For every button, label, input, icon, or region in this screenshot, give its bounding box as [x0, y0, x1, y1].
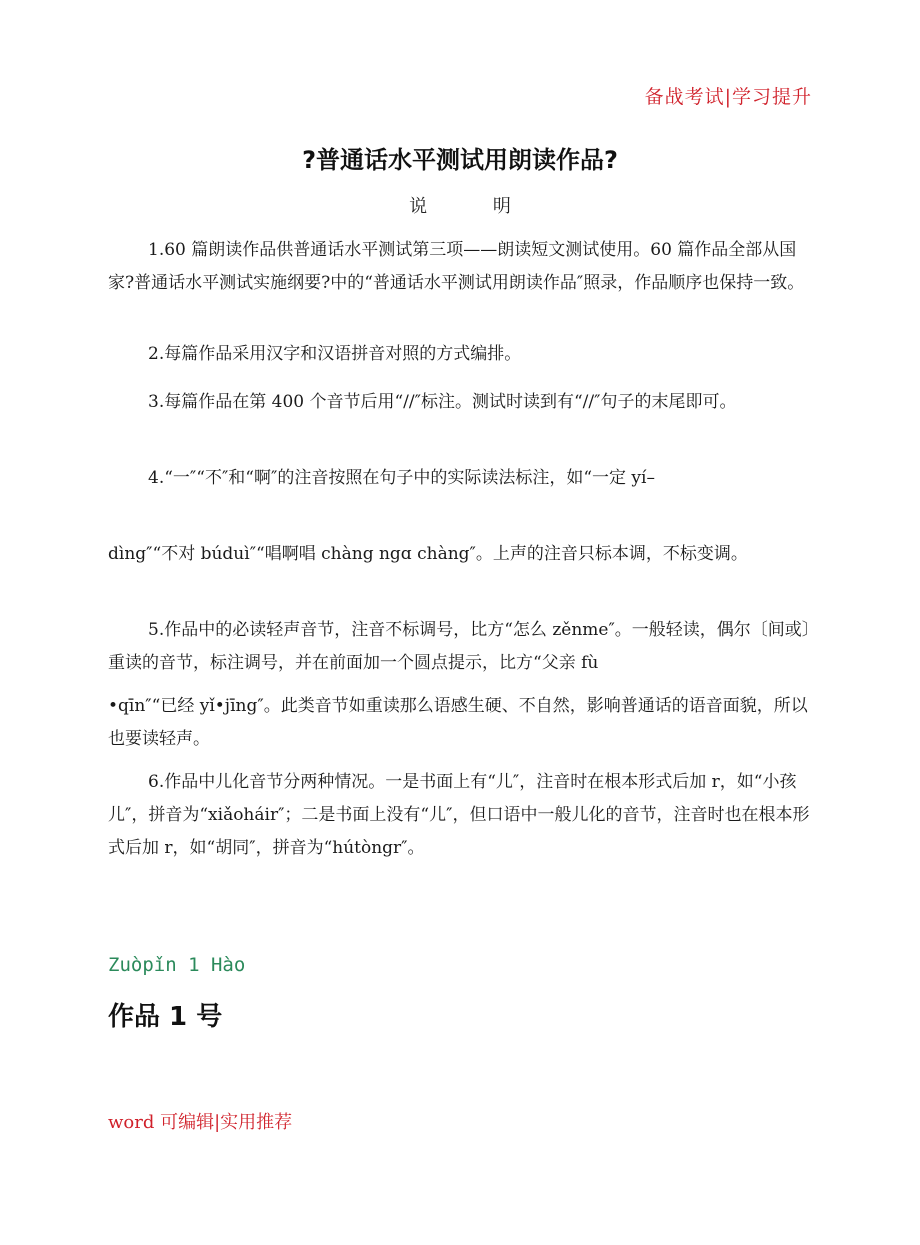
paragraph-1: 1.60 篇朗读作品供普通话水平测试第三项——朗读短文测试使用。60 篇作品全部从国家?普通话水平测试实施纲要?中的“普通话水平测试用朗读作品″照录，作品顺序也保持一致。	[108, 240, 805, 293]
page-title: ?普通话水平测试用朗读作品?	[302, 146, 618, 174]
paragraph-5-continued: •qīn″“已经 yǐ•jīng″。此类音节如重读那么语感生硬、不自然，影响普通话的语音面貌，所以也要读轻声。	[108, 696, 808, 749]
paragraph-2: 2.每篇作品采用汉字和汉语拼音对照的方式编排。	[148, 344, 522, 364]
paragraph-4-continued: dìng″“不对 búduì″“唱啊唱 chàng ngɑ chàng″。上声的注音只标本调，不标变调。	[108, 544, 748, 564]
section-heading: 说 明	[409, 196, 541, 217]
work-pinyin-heading: Zuòpǐn 1 Hào	[108, 954, 246, 976]
footer-tag: word 可编辑|实用推荐	[108, 1112, 293, 1133]
paragraph-4: 4.“一″“不″和“啊″的注音按照在句子中的实际读法标注，如“一定 yí–	[148, 468, 655, 488]
paragraph-5: 5.作品中的必读轻声音节，注音不标调号，比方“怎么 zěnme″。一般轻读，偶尔〔间或〕重读的音节，标注调号，并在前面加一个圆点提示，比方“父亲 fù	[108, 620, 819, 673]
work-title: 作品 1 号	[108, 1002, 223, 1032]
paragraph-3: 3.每篇作品在第 400 个音节后用“//″标注。测试时读到有“//″句子的末尾即可。	[148, 392, 737, 412]
paragraph-6: 6.作品中儿化音节分两种情况。一是书面上有“儿″，注音时在根本形式后加 r，如“小孩儿″，拼音为“xiǎoháir″；二是书面上没有“儿″，但口语中一般儿化的音节，注音时也在根本形式后加 r，如“胡同″，拼音为“hútòngr″。	[108, 772, 810, 858]
header-tag: 备战考试|学习提升	[644, 86, 812, 108]
